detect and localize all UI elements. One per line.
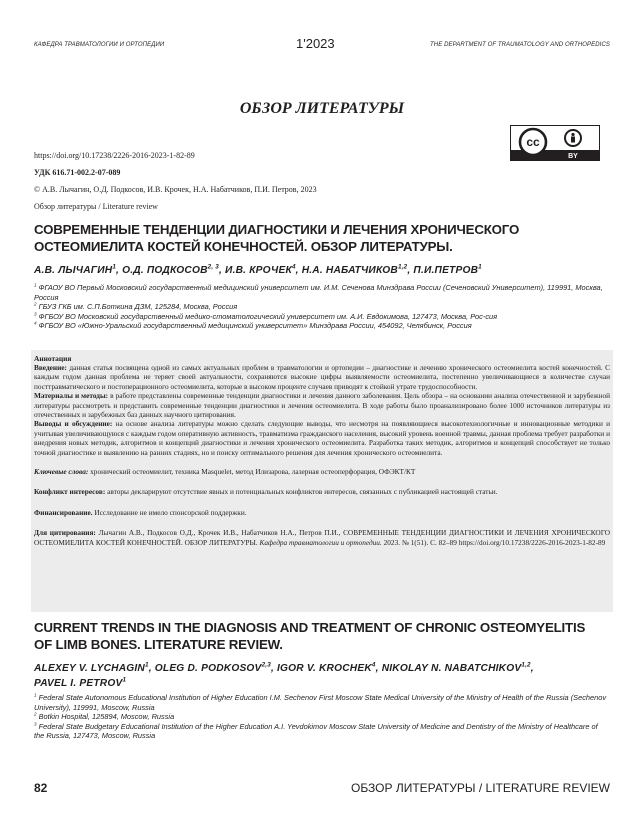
affiliations-en <box>34 693 609 741</box>
author-sup: 1,2 <box>397 263 408 271</box>
author-sup: 1 <box>478 263 482 271</box>
author-en: OLEG D. PODKOSOV <box>154 663 262 674</box>
author-en: PAVEL I. PETROV <box>34 678 123 689</box>
udc-code: УДК 616.71-002.2-07-089 <box>34 168 121 177</box>
article-title-en: CURRENT TRENDS IN THE DIAGNOSIS AND TREATMENT OF CHRONIC OSTEOMYELITIS OF LIMB BONES. LITERATURE REVIEW. <box>34 620 586 652</box>
author-sup: 2, 3 <box>207 263 219 271</box>
abstract-content <box>34 354 610 547</box>
cc-license-icon <box>511 126 599 160</box>
affiliation-item: $^1$ Federal State Autonomous Educational Institution of Higher Education I.M. Sechenov First Moscow State Medical University of the Ministry of Health of the Russia (Sechenov University), 119991, Moscow, Russia <box>34 692 607 712</box>
author-en: NIKOLAY N. NABATCHIKOV <box>381 663 522 674</box>
funding: Финансирование. Исследование не имело спонсорской поддержки. <box>34 507 247 517</box>
citation: Для цитирования: Лычагин А.В., Подкосов О.Д., Крочек И.В., Набатчиков Н.А., Петров П.И., СОВРЕМЕННЫЕ ТЕНДЕНЦИИ ДИАГНОСТИКИ И ЛЕЧЕНИЯ ХРОНИЧЕСКОГО ОСТЕОМИЕЛИТА КОСТЕЙ КОНЕЧНОСТЕЙ. ОБЗОР ЛИТЕРАТУРЫ. Кафедра травматологии и ортопедии. 2023. № 1(51). С. 82–89 https://doi.org/10.17238/2226-2016-2023-1-82-89 <box>34 528 610 547</box>
affiliation-item: $^4$ ФГБОУ ВО «Южно-Уральский государственный медицинский университет» Минздрава России, 454092, Челябинск, Россия <box>34 320 472 331</box>
abstract-methods: Материалы и методы: в работе представлены современные тенденции диагностики и лечения данного заболевания. Цель обзора – на основании анализа отечественной и зарубежной литературы рассмотреть и представить современные тенденции диагностики и лечения остеомиелита. В ходе работы было проанализировано более 1000 источников литературы из отечественных и зарубежных баз данных научного цитирования. <box>34 391 610 420</box>
author-sup: 1 <box>144 661 149 669</box>
article-title-ru: СОВРЕМЕННЫЕ ТЕНДЕНЦИИ ДИАГНОСТИКИ И ЛЕЧЕНИЯ ХРОНИЧЕСКОГО ОСТЕОМИЕЛИТА КОСТЕЙ КОНЕЧНОСТЕЙ. ОБЗОР ЛИТЕРАТУРЫ. <box>34 222 520 254</box>
doi-link[interactable]: https://doi.org/10.17238/2226-2016-2023-1-82-89 <box>34 151 195 160</box>
running-footer-section: ОБЗОР ЛИТЕРАТУРЫ / LITERATURE REVIEW <box>350 781 610 795</box>
cc-text: cc <box>526 135 540 149</box>
author-sup: 1 <box>122 676 127 684</box>
abstract-heading: Аннотация <box>34 354 72 363</box>
author-sup: 1 <box>112 263 117 271</box>
author-en: IGOR V. KROCHEK <box>277 663 372 674</box>
conflict-of-interest: Конфликт интересов: авторы декларируют отсутствие явных и потенциальных конфликтов интересов, связанных с публикацией настоящей статьи. <box>34 487 498 497</box>
abstract-results: Выводы и обсуждение: на основе анализа литературы можно сделать следующие выводы, что несмотря на появляющиеся высокотехнологичные и инновационные методики и учитывая увеличивающуюся с каждым годом оперативную активность, травматизма гражданского населения, высокий уровень военной травмы, данная проблема требует разработки и внедрения новых методик, алгоритмов и концепций диагностики и лечения хронического остеомиелита. Разработка таких методик, алгоритмов и концепций способствует не только точной диагностике и выявлению на ранних стадиях, но и поиску оптимального решения для лечения хронического остеомиелита. <box>34 419 611 457</box>
author-ru: П.И.ПЕТРОВ <box>413 265 479 276</box>
author-ru: А.В. ЛЫЧАГИН <box>34 265 113 276</box>
authors-en: ALEXEY V. LYCHAGIN$^1$, OLEG D. PODKOSOV$^{2,3}$, IGOR V. KROCHEK$^4$, NIKOLAY N. NABATCHIKOV$^{1,2}$, PAVEL I. PETROV$^1$ <box>34 661 534 689</box>
author-sup: 4 <box>291 263 296 271</box>
affiliations-ru <box>34 283 609 331</box>
keywords: Ключевые слова: хронический остеомиелит, техника Masquelet, метод Илизарова, лазерная остеоперфорация, ОФЭКТ/КТ <box>34 467 416 477</box>
issue-number: 1'2023 <box>296 36 335 51</box>
review-type: Обзор литературы / Literature review <box>34 202 158 211</box>
author-ru: И.В. КРОЧЕК <box>225 265 292 276</box>
author-sup: 1,2 <box>521 661 531 669</box>
section-title: ОБЗОР ЛИТЕРАТУРЫ <box>239 100 405 117</box>
author-sup: 4 <box>371 661 376 669</box>
affiliation-item: $^1$ ФГАОУ ВО Первый Московский государственный медицинский университет им. И.М. Сеченова Минздрава России (Сеченовский Университет), 119991, Москва, Россия <box>34 282 603 302</box>
abstract-intro: Введение: данная статья посвящена одной из самых актуальных проблем в травматологии и ортопедии – диагностике и лечению хронического остеомиелита костей конечностей. С каждым годом данная проблема не теряет своей актуальности, сохраняются высокие цифры выявляемости остеомиелита, постепенно увеличивающиеся в количестве случаи посттравматического и постоперационного остеомиелита, которые в высоком проценте случаев приводят к стойкой утрате трудоспособности. <box>34 363 611 391</box>
author-ru: Н.А. НАБАТЧИКОВ <box>301 265 398 276</box>
authors-ru: А.В. ЛЫЧАГИН$^1$, О.Д. ПОДКОСОВ$^{2, 3}$, И.В. КРОЧЕК$^4$, Н.А. НАБАТЧИКОВ$^{1,2}$, П.И.ПЕТРОВ$^1$ <box>34 263 482 276</box>
affiliation-item: $^2$ ГБУЗ ГКБ им. С.П.Боткина ДЗМ, 125284, Москва, Россия <box>34 301 238 312</box>
by-text: BY <box>568 153 578 160</box>
running-header-left: КАФЕДРА ТРАВМАТОЛОГИИ И ОРТОПЕДИИ <box>34 42 165 48</box>
affiliation-item: $^3$ Federal State Budgetary Educational Institution of the Higher Education A.I. Yevdokimov Moscow State University of Medicine and Dentistry of the Ministry of Healthcare of the Russia, 127473, Moscow, Russia <box>34 721 598 741</box>
author-en: ALEXEY V. LYCHAGIN <box>34 663 145 674</box>
copyright: © А.В. Лычагин, О.Д. Подкосов, И.В. Крочек, Н.А. Набатчиков, П.И. Петров, 2023 <box>34 185 317 194</box>
cc-by-license-badge[interactable] <box>510 125 600 161</box>
author-ru: О.Д. ПОДКОСОВ <box>122 265 208 276</box>
author-sup: 2,3 <box>261 661 271 669</box>
running-header-right: THE DEPARTMENT OF TRAUMATOLOGY AND ORTHOPEDICS <box>430 42 610 48</box>
affiliation-item: $^2$ Botkin Hospital, 125894, Moscow, Russia <box>34 711 175 722</box>
page-number: 82 <box>34 781 48 795</box>
affiliation-item: $^3$ ФГБОУ ВО Московский государственный медико-стоматологический университет им. А.И. Евдокимова, 127473, Москва, Рос-сия <box>34 311 498 321</box>
